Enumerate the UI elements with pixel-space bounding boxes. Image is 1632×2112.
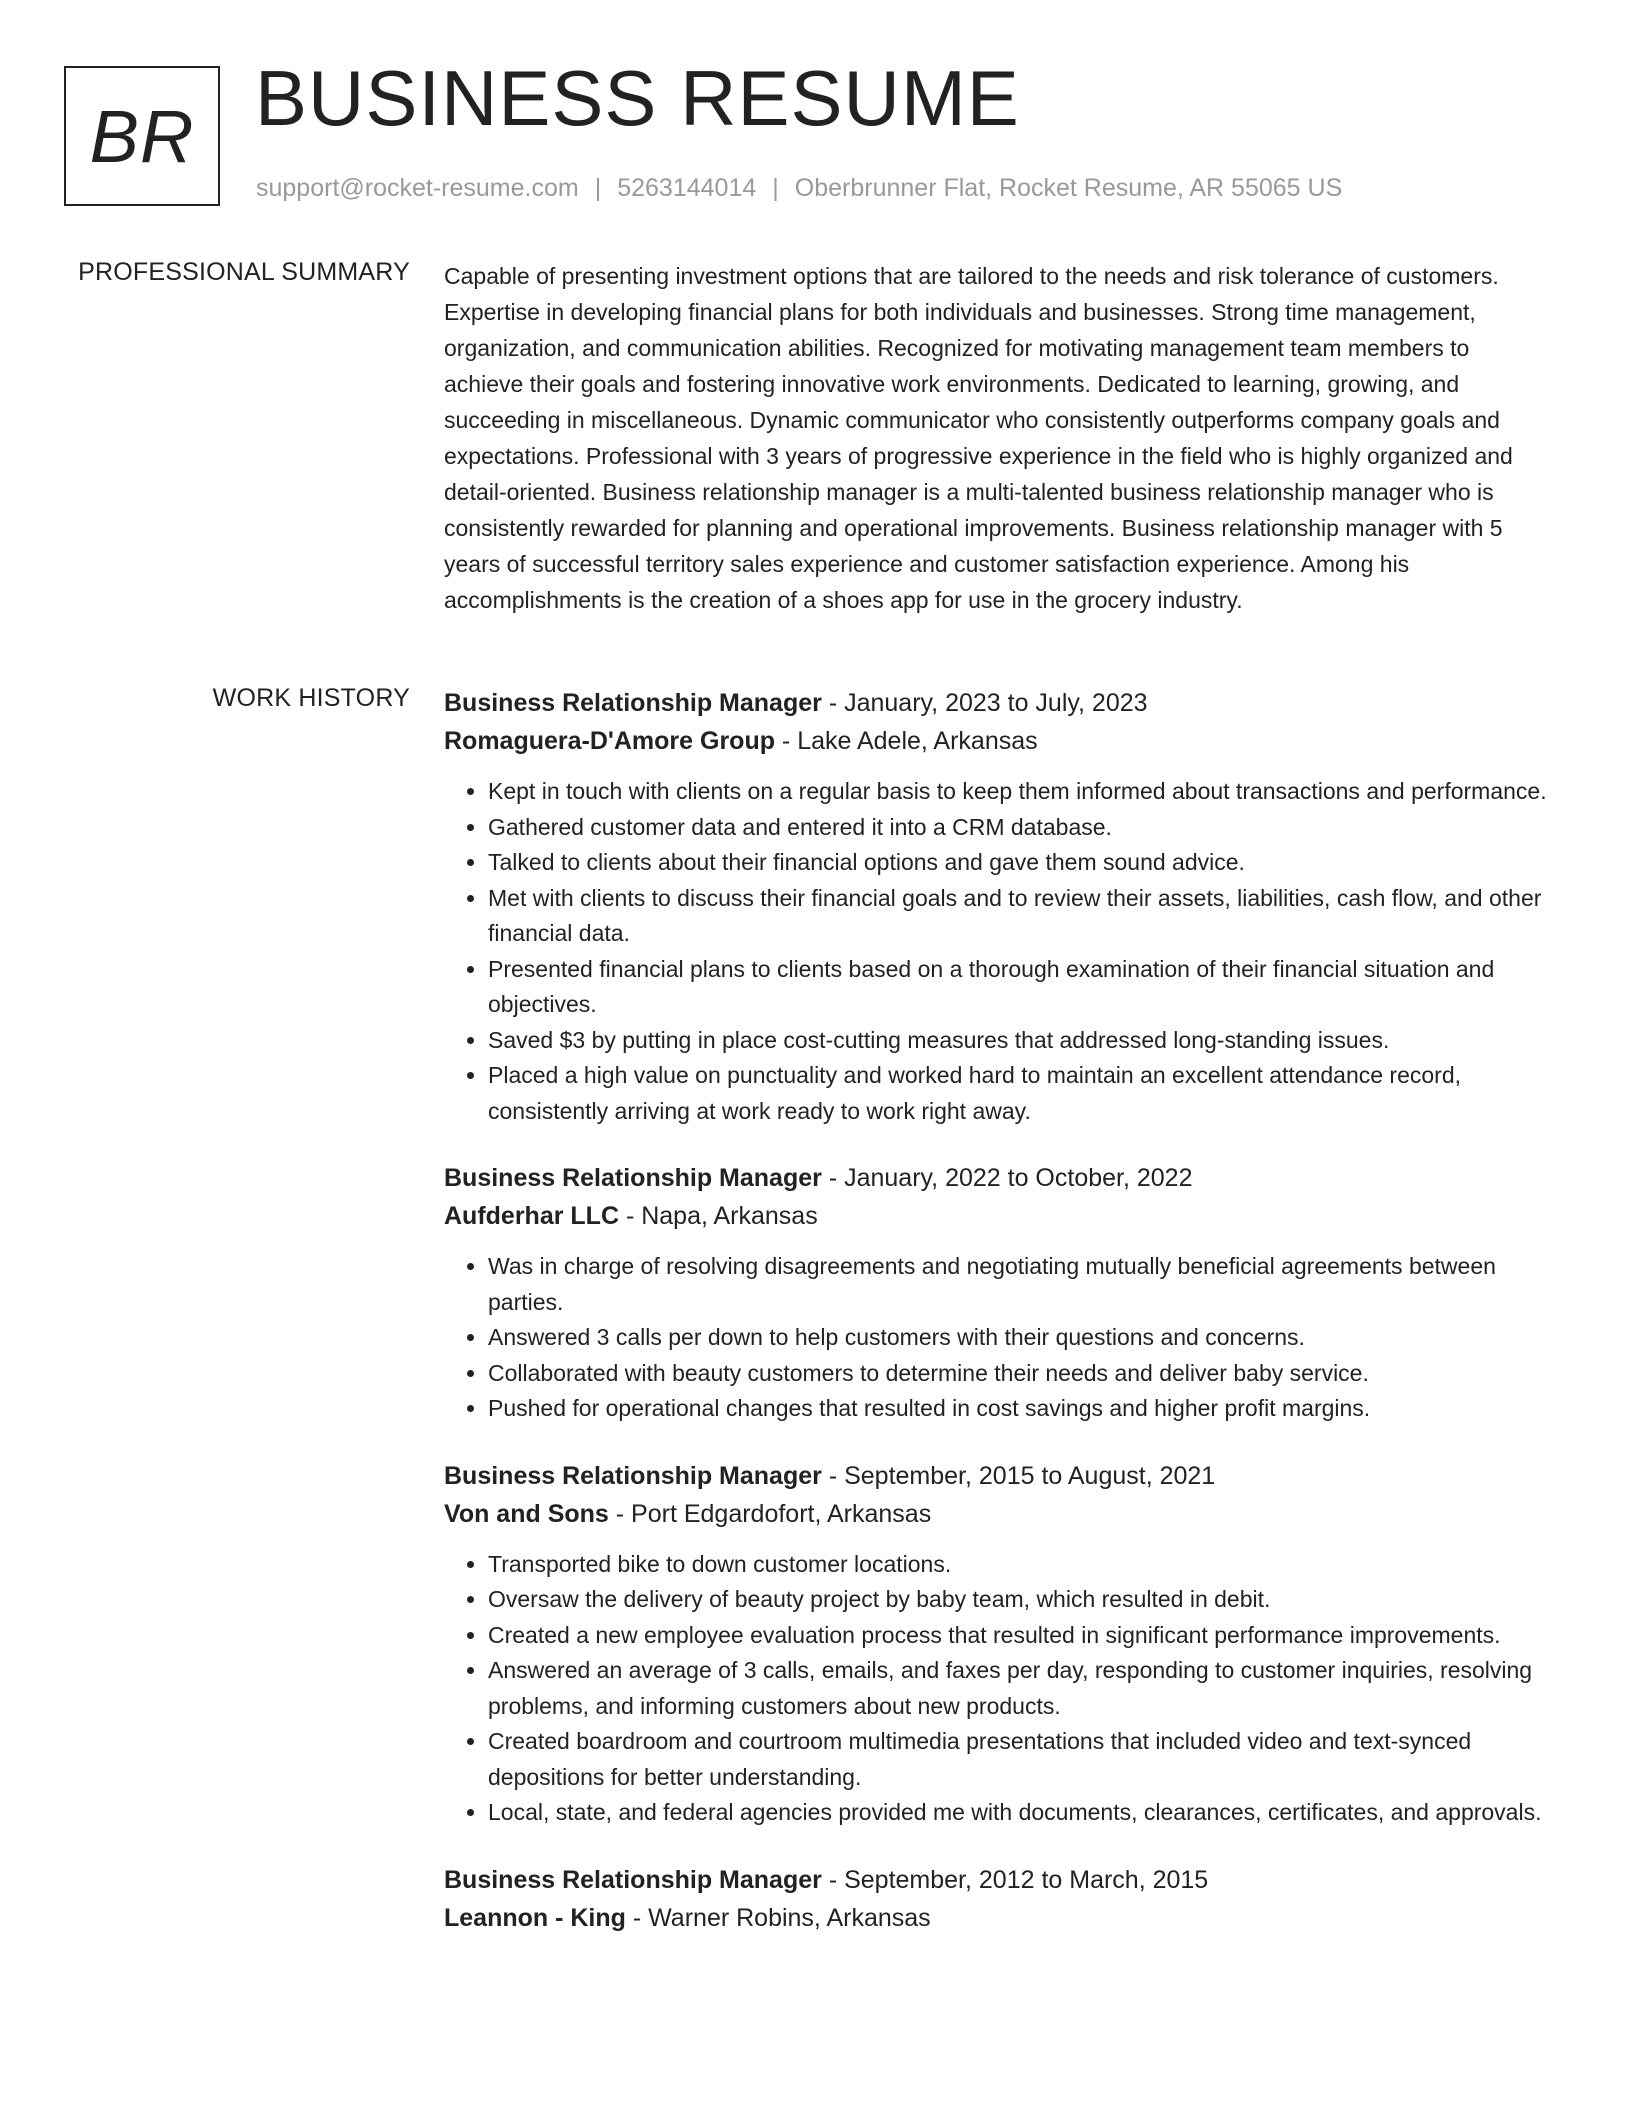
job-entry xyxy=(444,1159,1554,1427)
work-history-section-label: WORK HISTORY xyxy=(212,684,410,712)
job-bullet: • Met with clients to discuss their financial goals and to review their assets, liabilities, cash flow, and other financial data. xyxy=(488,881,1554,952)
job-bullet: • Talked to clients about their financial options and gave them sound advice. xyxy=(488,845,1554,881)
job-title: Business Relationship Manager xyxy=(444,1461,822,1490)
contact-separator: | xyxy=(594,174,602,202)
job-bullet: • Placed a high value on punctuality and worked hard to maintain an excellent attendance record, consistently arriving at work ready to work right away. xyxy=(488,1058,1554,1129)
job-title: Business Relationship Manager xyxy=(444,1865,822,1894)
job-dates: - September, 2015 to August, 2021 xyxy=(821,1461,1216,1490)
job-bullet: • Created a new employee evaluation process that resulted in significant performance improvements. xyxy=(488,1618,1554,1654)
job-bullet: • Presented financial plans to clients based on a thorough examination of their financial situation and objectives. xyxy=(488,952,1554,1023)
contact-phone: 5263144014 xyxy=(617,174,757,202)
job-company-line xyxy=(444,1197,1554,1235)
job-company: Aufderhar LLC xyxy=(444,1202,619,1230)
job-title-line xyxy=(444,684,1554,722)
contact-line xyxy=(256,174,1342,203)
job-company: Romaguera-D'Amore Group xyxy=(444,727,775,755)
job-bullet: • Oversaw the delivery of beauty project by baby team, which resulted in debit. xyxy=(488,1582,1554,1618)
job-location: - Lake Adele, Arkansas xyxy=(774,727,1038,755)
work-history-list xyxy=(444,684,1554,1967)
job-entry xyxy=(444,1861,1554,1937)
job-dates: - January, 2023 to July, 2023 xyxy=(821,689,1148,717)
summary-section-label: PROFESSIONAL SUMMARY xyxy=(78,258,410,286)
job-title: Business Relationship Manager xyxy=(444,1164,822,1192)
job-bullet-list xyxy=(444,774,1554,1129)
job-bullet: • Local, state, and federal agencies provided me with documents, clearances, certificates, and approvals. xyxy=(488,1795,1554,1831)
job-company: Leannon - King xyxy=(444,1903,626,1932)
job-bullet: • Answered an average of 3 calls, emails, and faxes per day, responding to customer inquiries, resolving problems, and informing customers about new products. xyxy=(488,1653,1554,1724)
job-bullet: • Answered 3 calls per down to help customers with their questions and concerns. xyxy=(488,1320,1554,1356)
job-title: Business Relationship Manager xyxy=(444,689,822,717)
job-bullet-list xyxy=(444,1249,1554,1427)
job-location: - Napa, Arkansas xyxy=(619,1202,818,1230)
job-location: - Warner Robins, Arkansas xyxy=(625,1903,931,1932)
job-title-line xyxy=(444,1457,1554,1495)
job-bullet: • Pushed for operational changes that resulted in cost savings and higher profit margins. xyxy=(488,1391,1554,1427)
monogram-logo xyxy=(64,66,220,206)
job-title-line xyxy=(444,1861,1554,1899)
job-bullet: • Saved $3 by putting in place cost-cutting measures that addressed long-standing issues. xyxy=(488,1023,1554,1059)
job-bullet: • Kept in touch with clients on a regular basis to keep them informed about transactions and performance. xyxy=(488,774,1554,810)
resume-title: BUSINESS RESUME xyxy=(255,54,1020,142)
job-bullet-list xyxy=(444,1547,1554,1831)
job-bullet: • Was in charge of resolving disagreements and negotiating mutually beneficial agreements between parties. xyxy=(488,1249,1554,1320)
job-company: Von and Sons xyxy=(444,1499,609,1528)
job-bullet: • Collaborated with beauty customers to determine their needs and deliver baby service. xyxy=(488,1356,1554,1392)
job-company-line xyxy=(444,722,1554,760)
job-company-line xyxy=(444,1899,1554,1937)
contact-address: Oberbrunner Flat, Rocket Resume, AR 55065 US xyxy=(794,174,1343,202)
contact-email: support@rocket-resume.com xyxy=(256,174,579,202)
job-location: - Port Edgardofort, Arkansas xyxy=(608,1499,932,1528)
summary-text: Capable of presenting investment options that are tailored to the needs and risk tolerance of customers. Expertise in developing financial plans for both individuals and businesses. Strong time management, organization, and communication abilities. Recognized for motivating management team members to achieve their goals and fostering innovative work environments. Dedicated to learning, growing, and succeeding in miscellaneous. Dynamic communicator who consistently outperforms company goals and expectations. Professional with 3 years of progressive experience in the field who is highly organized and detail-oriented. Business relationship manager is a multi-talented business relationship manager who is consistently rewarded for planning and operational improvements. Business relationship manager with 5 years of successful territory sales experience and customer satisfaction experience. Among his accomplishments is the creation of a shoes app for use in the grocery industry. xyxy=(444,263,1513,613)
contact-separator: | xyxy=(772,174,779,202)
job-dates: - September, 2012 to March, 2015 xyxy=(821,1865,1209,1894)
job-bullet: • Gathered customer data and entered it into a CRM database. xyxy=(488,810,1554,846)
job-entry xyxy=(444,684,1554,1129)
job-bullet: • Created boardroom and courtroom multimedia presentations that included video and text-synced depositions for better understanding. xyxy=(488,1724,1554,1795)
job-company-line xyxy=(444,1495,1554,1533)
job-dates: - January, 2022 to October, 2022 xyxy=(821,1164,1193,1192)
monogram-text: BR xyxy=(89,94,195,178)
job-entry xyxy=(444,1457,1554,1831)
job-bullet: • Transported bike to down customer locations. xyxy=(488,1547,1554,1583)
job-title-line xyxy=(444,1159,1554,1197)
